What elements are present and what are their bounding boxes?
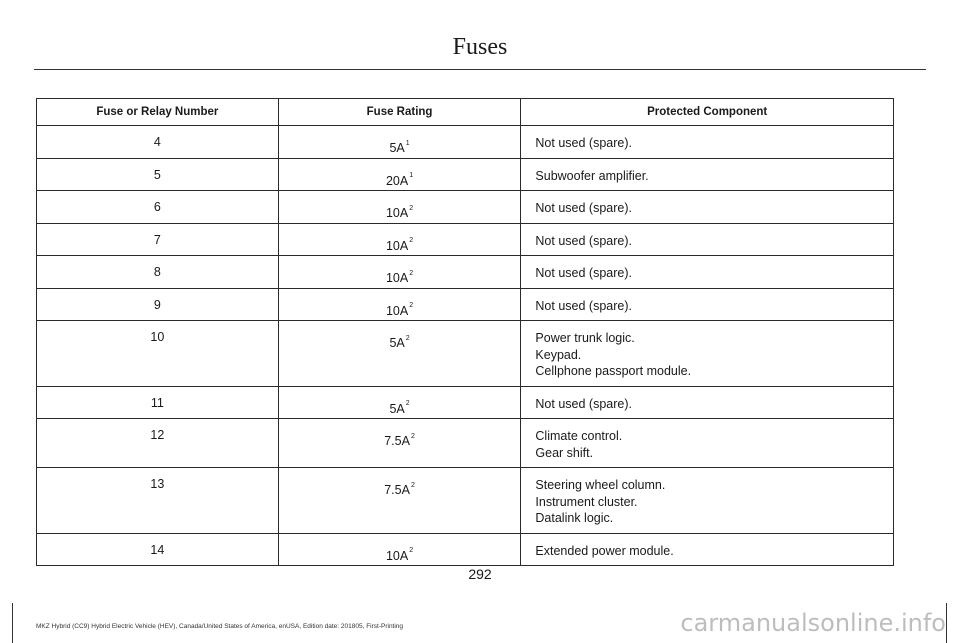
table-row <box>37 126 894 159</box>
protected-component-cell <box>521 419 894 468</box>
fuse-number-cell: 12 <box>37 419 279 468</box>
protected-component-line: Not used (spare). <box>535 201 632 215</box>
fuse-rating-cell <box>278 386 521 419</box>
protected-component-line: Cellphone passport module. <box>535 364 692 378</box>
fuse-rating-cell <box>278 288 521 321</box>
protected-component-line: Extended power module. <box>535 543 674 558</box>
protected-component-line: Datalink logic. <box>535 511 614 525</box>
footnote-marker: 2 <box>410 481 415 489</box>
watermark: carmanualsonline.info <box>680 609 946 637</box>
fuse-rating-value: 5A <box>389 336 405 350</box>
protected-component-line: Power trunk logic. <box>535 331 635 345</box>
table-row <box>37 533 894 566</box>
fuse-rating-value: 5A <box>389 141 405 155</box>
footnote-marker: 2 <box>409 204 414 212</box>
table-row <box>37 158 894 191</box>
protected-component-line: Gear shift. <box>535 445 594 460</box>
footnote-marker: 2 <box>405 334 410 342</box>
footnote-marker: 1 <box>405 139 410 147</box>
footnote-marker: 2 <box>405 400 410 408</box>
fuse-rating-value: 10A <box>385 206 409 220</box>
protected-component-cell <box>521 288 894 321</box>
fuse-number-cell: 11 <box>37 386 279 419</box>
fuse-rating-cell <box>278 468 521 534</box>
fuse-rating-value: 5A <box>389 401 405 416</box>
fuse-number-cell: 10 <box>37 321 279 387</box>
table-row <box>37 386 894 419</box>
page-number: 292 <box>468 566 492 582</box>
column-header-fuse-rating: Fuse Rating <box>278 99 521 126</box>
protected-component-line: Instrument cluster. <box>535 494 638 509</box>
fuse-number-cell: 7 <box>37 223 279 256</box>
table-row <box>37 321 894 387</box>
protected-component-line: Not used (spare). <box>535 233 632 248</box>
protected-component-line: Not used (spare). <box>535 298 632 313</box>
protected-component-cell <box>521 386 894 419</box>
protected-component-cell <box>521 158 894 191</box>
fuse-rating-value: 10A <box>385 238 409 253</box>
edition-note: MKZ Hybrid (CC9) Hybrid Electric Vehicle (HEV), Canada/United States of America, enUSA, Edition date: 201805, First-Printing <box>36 623 404 630</box>
fuse-table-body <box>37 126 894 566</box>
table-row <box>37 256 894 289</box>
table-row <box>37 223 894 256</box>
footnote-marker: 2 <box>409 269 414 277</box>
fuse-rating-cell <box>278 533 521 566</box>
crop-mark-left <box>12 603 13 643</box>
fuse-rating-cell <box>278 321 521 387</box>
fuse-number-cell: 8 <box>37 256 279 289</box>
column-header-fuse-number: Fuse or Relay Number <box>37 99 279 126</box>
fuse-table <box>36 98 894 566</box>
table-header-row <box>37 99 894 126</box>
fuse-number-cell: 13 <box>37 468 279 534</box>
protected-component-cell <box>521 223 894 256</box>
fuse-rating-cell <box>278 126 521 159</box>
fuse-number-cell: 14 <box>37 533 279 566</box>
table-row <box>37 288 894 321</box>
footnote-marker: 2 <box>409 547 414 555</box>
header-divider <box>34 69 926 70</box>
fuse-number-cell: 5 <box>37 158 279 191</box>
protected-component-line: Not used (spare). <box>535 396 632 411</box>
protected-component-line: Keypad. <box>535 347 582 362</box>
protected-component-cell <box>521 256 894 289</box>
protected-component-cell <box>521 321 894 387</box>
fuse-rating-value: 10A <box>385 303 409 318</box>
crop-mark-right <box>946 603 947 643</box>
fuse-rating-cell <box>278 158 521 191</box>
footnote-marker: 2 <box>409 237 414 245</box>
fuse-rating-value: 20A <box>385 173 409 188</box>
protected-component-line: Steering wheel column. <box>535 478 666 492</box>
fuse-number-cell: 4 <box>37 126 279 159</box>
fuse-number-cell: 6 <box>37 191 279 224</box>
column-header-protected-component: Protected Component <box>521 99 894 126</box>
fuse-rating-value: 10A <box>385 548 409 563</box>
protected-component-cell <box>521 468 894 534</box>
protected-component-cell <box>521 533 894 566</box>
footnote-marker: 2 <box>410 432 415 440</box>
protected-component-line: Not used (spare). <box>535 136 632 150</box>
fuse-rating-cell <box>278 223 521 256</box>
fuse-rating-cell <box>278 256 521 289</box>
footnote-marker: 2 <box>409 302 414 310</box>
table-row <box>37 468 894 534</box>
fuse-rating-value: 7.5A <box>384 434 410 448</box>
footnote-marker: 1 <box>409 172 414 180</box>
protected-component-cell <box>521 126 894 159</box>
fuse-rating-cell <box>278 419 521 468</box>
protected-component-line: Climate control. <box>535 429 623 443</box>
table-row <box>37 191 894 224</box>
fuse-rating-value: 10A <box>385 271 409 285</box>
fuse-rating-value: 7.5A <box>384 483 410 497</box>
protected-component-cell <box>521 191 894 224</box>
protected-component-line: Subwoofer amplifier. <box>535 168 649 183</box>
protected-component-line: Not used (spare). <box>535 266 632 280</box>
fuse-number-cell: 9 <box>37 288 279 321</box>
page-title: Fuses <box>452 34 508 60</box>
fuse-rating-cell <box>278 191 521 224</box>
table-row <box>37 419 894 468</box>
